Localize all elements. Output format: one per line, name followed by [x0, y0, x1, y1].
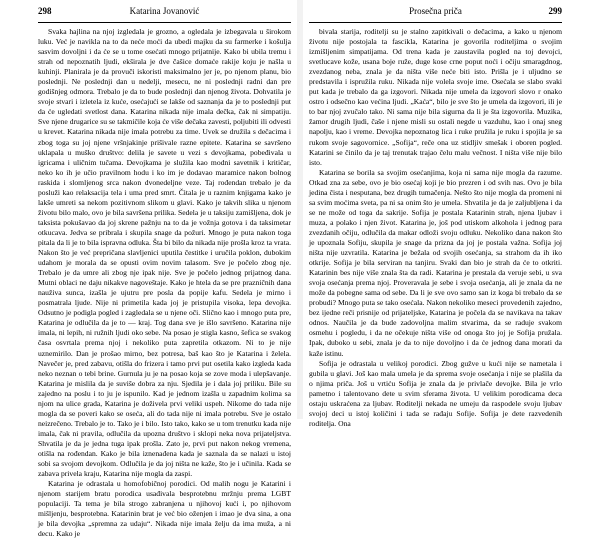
right-page-body: [309, 27, 562, 429]
right-page-number: 299: [548, 6, 562, 16]
right-paragraph-2: Katarina se borila sa svojim osećanjima, koja ni sama nije mogla da razume. Otkad zna za sebe, ovo je bio osećaj koji je bio prezren i od svih nas. Ovo je bila jedina čista i nesputana, bez drugih tumačenja. Nešto što nije mogla da promeni ni sa svim moćima sveta, pa ni sa onim što je umela. Shvatila je da je zaljubljena i da se ne može od toga da sakrije. Sofija je postala Katarinin strah, njena ljubav i muza, a polako i njen život. Katarina je, još pod utiskom alkohola i jednog para zvezdanih očiju, odlučila da makar odloži svoju odluku. Nekoliko dana nakon što je upoznala Sofiju, skupila je snage da prizna da joj je postala važna. Sofija joj ništa nije uzvratila. Katarina je bežala od svojih osećanja, sa strahom da ih iko otkrije. Sofija je bila serviran na tanjiru. Svaki dan bio je strah da će to otkriti. Katarinin bes nije više znala šta da radi. Katarina je prestala da veruje sebi, u sva svoja osećanja prema njoj. Proveravala je sebe i svoja osećanja, ali je znala da ne može da pobegne sama od sebe. Da li je sve ovo samo san iz koga bi trebalo da se probudi? Mnogo puta se tako osećala. Nakon nekoliko meseci provedenih zajedno, bez ijedne reči prisnije od prijateljske, Katarina je počela da se navikava na takav odnos. Naučila je da bude zadovoljna malim stvarima, da se raduje svakom osmehu i pogledu, i da ne očekuje ništa više od onoga što joj je Sofija pružala. Ipak, duboko u sebi, znala je da to nije dovoljno i da će jednog dana morati da kaže istinu.: [309, 167, 562, 358]
right-page-header: [309, 3, 562, 23]
left-page-body: [38, 27, 291, 539]
left-page: [0, 0, 297, 539]
right-page: [303, 0, 600, 428]
left-running-head: Katarina Jovanović: [129, 6, 200, 16]
left-paragraph-1: Svaka hajlina na njoj izgledala je grozno, a ogledala je izbegavala u širokom luku. Već je navikla na to da neće moći da ubedi majku da su farmerke i košulja sasvim dovoljni i da će se u tome osećati mnogo prijatnije. Kako bi ubila tremu i strah od nepoznatih ljudi, ekširala je dve čašice domaće rakije koju je našla u kuhinji. Planirala je da provuči iskoristi maksimalno jer je, po njenom planu, bio poslednji. Ne poslednji dan u nedelji, mesecu, ne ni poslednji radni dan pre godišnjeg odmora. Trebalo je da to bude poslednji dan njenog života. Dohvatila je svoje stvari i izletela iz kuće, osećajući se lakše od saznanja da je to poslednji put da će ugledati svetlost dana. Katarina nikada nije imala dečka, čak ni simpatiju. Sve njene drugarice su se takmičile koja će više dečaka zavesti, poljubiti ili odvesti u krevet. Katarina nikada nije imala potrebu za time. Uvek se družila s dečacima i zbog toga su joj njene vršnjakinje prišivale razne epitete. Katarina se savršeno uklapala u muško društvo: delila je savete u vezi s devojkama, pobeđivala u igricama i uličnim tučama. Devojkama je služila kao modni savetnik i kritičar, neko ko ih je učio pravilnom hodu i ko im je dodavao maramice nakon bolnog raskida i slomljenog srca nakon dvonedeljne veze. Taj rođendan trebalo je da posluži kao relaksacija tela i uma pred smrt. Čitala je u raznim knjigama kako je lakše umreti sa nekom pozitivnom slikom u glavi. Kako je takvih slika u njenom životu bilo malo, ovo je bila savršena prilika. Sedela je u taksiju zamišljena, dok je taksista pokušavao da joj skrene pažnju na to da je vožnja gotova i da taksimetar otkucava. Jedva se pribrala i skupila snage da požuri. Mnogo je puta nakon toga pitala da li je to bila ispravna odluka. Šta bi bilo da nikada nije prošla kroz ta vrata. Nakon što je već prepričana slavljenici uputila čestitke i uručila poklon, dubokim udahom je morala da se opusti ovim novim talasom. Sve je počelo zbog nje. Trebalo je da umre ali zbog nje ipak nije. Sve je počelo jednog prijatnog dana. Mutni oblaci ne daju nikakve nagoveštaje. Kako je htela da se pre prazničnih dana nauživa sunca, izašla je ujutru pre posla da popije kafu. Sedela je mirno i posmatrala ljude. Nije ni primetila kada joj je pristupila visoka, lepa devojka. Odsutno je podigla pogled i zagledala se u njene oči. Slično kao i mnogo puta pre, Katarina je odlučila da je to — kraj. Tog dana sve je išlo savršeno. Katarina nije imala, ni lepih, ni ružnih ljudi oko sebe. Na posao je stigla kasno, šefica se svakog časa osvrtala prema njoj i nekoliko puta zapretila otkazom. Ni to je nije uznemirilo. Dan je prošao mirno, bez potresa, baš kao što je Katarina i želela. Navečer je, pred zabavu, otišla do frizera i tamo prvi put osetila kako izgleda kada neko neznan o tebi brine. Gurnula ju je na posao koja se zove moda i ulepšavanje. Katarina je mislila da je suviše dobra za nju. Sjedila je i dala joj priliku. Bile su zajedno na poslu i to ju je ispunilo. Kad je jednom izašla u zapadnim kolima sa njom na ulice grada, Katarina je doživela prvi veliki uspeh. Nikome do tada nije mogla da se poveri kako se oseća, ali do tada nije ni imala potrebu. Sve je ostalo neizrečeno. Trebalo je to. Tako je i bilo. Isto tako, kako se u tom trenutku kada nije imala, čak ni pravila, odlučila da upozna društvo i sklopi neka nova prijateljstva. Shvatila je da je jedna tuga ipak prošla. Zato je, prvi put nakon nekog vremena, otišla na rođendan. Kako je bila iznenađena kada je saznala da se nalazi u istoj sobi sa svojom devojkom. Odlučila je da joj ništa ne kaže, što je i učinila. Kada se zabava privela kraju, Katarina nije mogla da zaspi.: [38, 27, 291, 479]
left-page-number: 298: [38, 6, 52, 16]
right-running-head: Prosečna priča: [409, 6, 462, 16]
left-paragraph-2: Katarina je odrastala u homofobičnoj porodici. Od malih nogu je Katarini i njenom starijem bratu porodica usađivala besprotebnu mržnju prema LGBT populaciji. Ta tema je bila strogo zabranjena u njihovoj kući i, po njihovom mišljenju, besprotebna. Katarinin brat je već bio oženjen i imao je dva sina, a ona je bila devojka „spremna za udaju“. Nikada nije imala želju da ima muža, a ni decu. Kako je: [38, 479, 291, 539]
right-paragraph-1: bivala starija, roditelji su je stalno zapitkivali o dečacima, a kako u njenom životu nije postojala ta fascikla, Katarina je govorila roditeljima o svojim izmišljenim simpatijama. Od trena kada je zaustavila pogled na toj devojci, svetlucave kože, usana boje ruže, duge kose crne poput noći i očiju smaragdnog, zvezdanog neba, znala je da ništa više neće biti isto. Prišla je i uljudno se predstavila i ispružila ruku. Nikada nije volela svoje ime. Osećala se slabo svaki put kada je trebalo da ga izgovori. Nikada nije umela da izgovori slovo r onako ostro i odsečno kao većina ljudi. „Kaća“, bilo je sve što je umela da izgovori, ili je to bar njoj zvučalo tako. Ni sama nije bila sigurna da li je šta izgovorila. Muzika, žamor drugih ljudi, čaše i njene misli su ostali negde u vazduhu, kao i onaj sneg napolju, kao i vreme. Devojka nepoznatog lica i ruke pružila je ruku i spojila je sa rukom svoje sagovornice. „Sofija“, reče ona uz stidljiv smešak i oboren pogled. Katarini se činilo da je taj trenutak trajao čelu malu večnost. I ništa više nije bilo isto.: [309, 27, 562, 167]
right-paragraph-3: Sofija je odrastala u velikoj porodici. Zbog gužve u kući nije se nametala i gubila u glavi. Još kao mala umela je da sprema svoje osećanja i nije se plašila da o njima priča. Još u vrtiću Sofija je znala da je privlače devojke. Bila je vrlo pametno i talentovano dete u svim sferama života. U velikim porodicama deca ostaju uskraćena za ljubav. Roditelji nekada ne umeju da raspodele svoju ljubav svojoj deci u istoj količini i tada se rađaju Sofije. Sofija je dete razvedenih roditelja. Ona: [309, 358, 562, 428]
left-page-header: [38, 3, 291, 23]
